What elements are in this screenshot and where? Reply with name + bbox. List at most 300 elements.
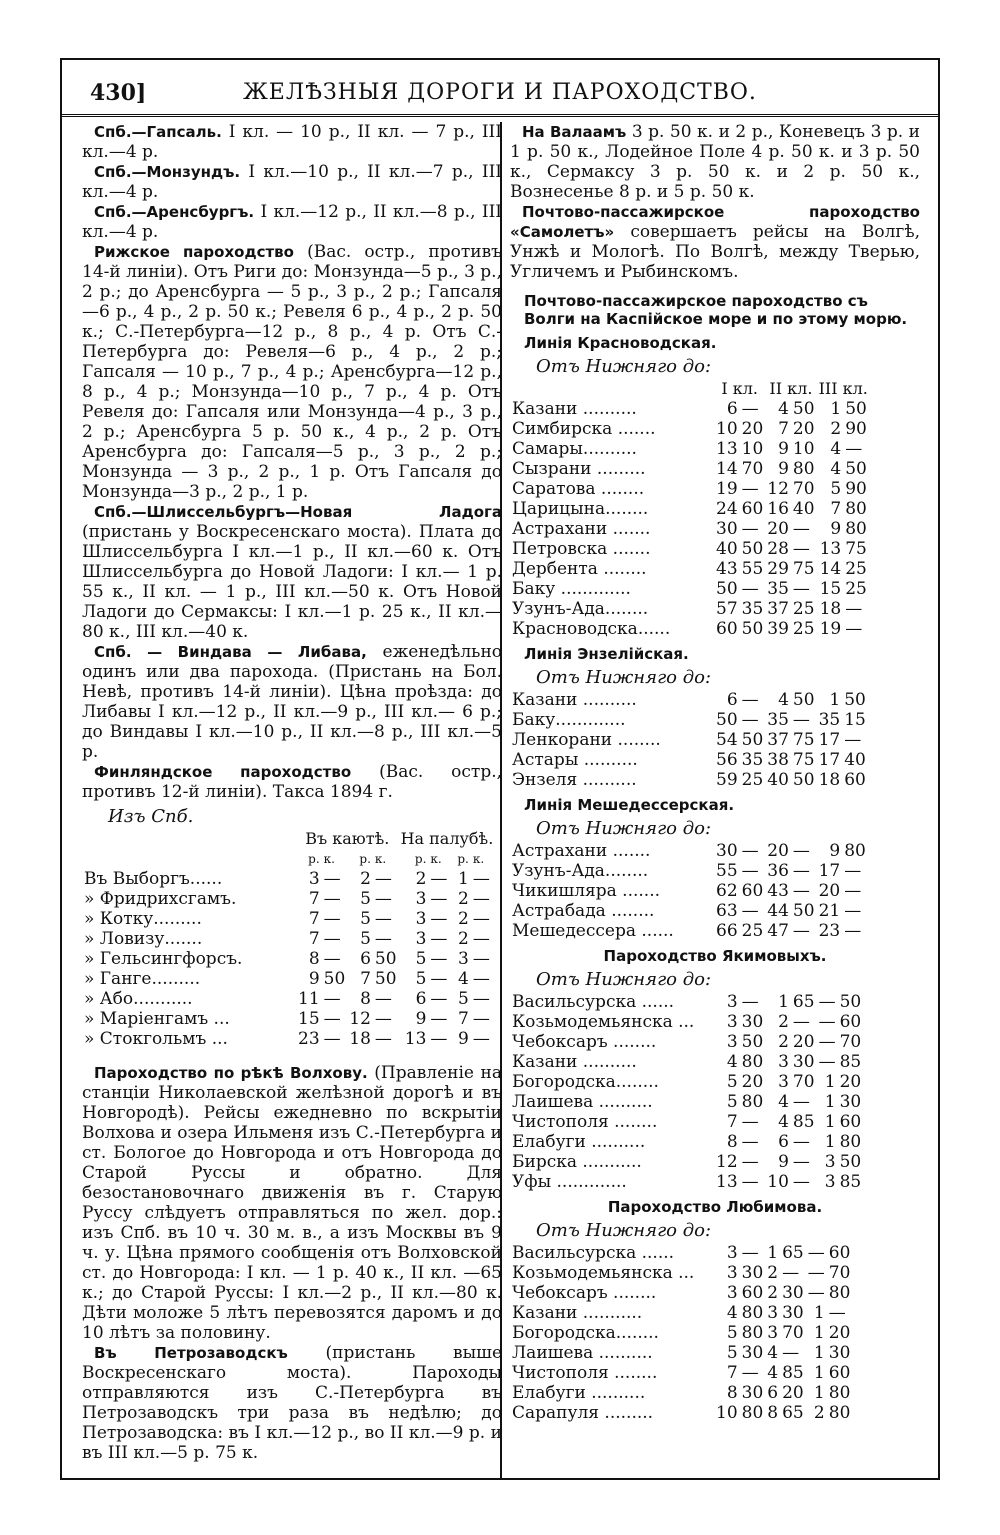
table-row: [510, 1323, 852, 1343]
value-cell: 25: [741, 921, 764, 941]
table-row: [510, 399, 870, 419]
value-cell: 10: [792, 439, 815, 459]
value-cell: 5: [415, 949, 427, 969]
value-cell: 7: [778, 419, 789, 439]
route-heading: Спб. — Виндава — Либава,: [94, 643, 367, 661]
value-cell: —: [818, 1032, 836, 1052]
value-cell: —: [374, 909, 392, 929]
row-label: Казани ...........: [512, 1303, 643, 1323]
value-cell: 7: [360, 969, 371, 989]
table-row: [82, 969, 495, 989]
row-label: Мешедессера ......: [512, 921, 674, 941]
value-cell: —: [472, 989, 490, 1009]
row-label: Самары..........: [512, 439, 637, 459]
value-cell: —: [741, 1243, 759, 1263]
value-cell: 3: [415, 889, 427, 909]
value-cell: —: [844, 901, 862, 921]
row-label: Баку.............: [512, 710, 626, 730]
value-cell: 47: [767, 921, 789, 941]
row-label: Петровска .......: [512, 539, 651, 559]
value-cell: 35: [741, 750, 764, 770]
value-cell: 60: [741, 499, 764, 519]
value-cell: 50: [741, 619, 764, 639]
row-label: » Стокгольмъ ...: [84, 1029, 228, 1049]
value-cell: 25: [792, 599, 815, 619]
value-cell: 50: [323, 969, 346, 989]
table-row: [510, 730, 868, 750]
route-text: еженедѣльно одинъ или два парохода. (Пристань на Бол. Невѣ, противъ 14-й линіи). Цѣна проѣзда: до Либавы I кл.—12 р., II кл.—9 р., III кл.— 6 р.; до Виндавы I кл.—10 р., II кл.—8 р., III кл.—5 р.: [82, 642, 503, 762]
value-cell: 2: [458, 889, 469, 909]
value-cell: 50: [792, 770, 815, 790]
paragraph-petrozavodsk: [82, 1343, 502, 1463]
route-text: I кл. — 10 р., II кл. — 7 р., III кл.—4 р.: [82, 122, 502, 162]
value-cell: —: [472, 949, 490, 969]
value-cell: 30: [716, 519, 738, 539]
value-cell: 30: [741, 1012, 764, 1032]
value-cell: 43: [716, 559, 738, 579]
row-label: Казани ..........: [512, 399, 637, 419]
value-cell: 80: [828, 1383, 851, 1403]
value-cell: 2: [778, 1012, 789, 1032]
value-cell: —: [741, 901, 759, 921]
row-label: Сызрани .........: [512, 459, 646, 479]
row-label: » Або...........: [84, 989, 193, 1009]
value-cell: 50: [844, 690, 866, 710]
table-row: [510, 1403, 852, 1423]
value-cell: 5: [726, 1092, 738, 1112]
value-cell: 12: [716, 1152, 738, 1172]
value-cell: 7: [308, 889, 320, 909]
row-label: Чикишляра .......: [512, 881, 661, 901]
unit-label: к.: [374, 852, 387, 866]
value-cell: —: [792, 519, 810, 539]
krasno-from: Отъ Нижняго до:: [536, 356, 712, 377]
row-label: Лаишева ..........: [512, 1092, 653, 1112]
value-cell: 5: [458, 989, 469, 1009]
value-cell: 9: [308, 969, 320, 989]
value-cell: 75: [845, 539, 867, 559]
row-label: Чебоксаръ ........: [512, 1032, 657, 1052]
table-row: [510, 559, 870, 579]
table-row: [510, 710, 868, 730]
value-cell: 10: [767, 1172, 789, 1192]
value-cell: 90: [845, 479, 867, 499]
class-header: [510, 379, 870, 399]
unit-label: р.: [457, 852, 469, 866]
value-cell: 2: [767, 1263, 779, 1283]
value-cell: 40: [792, 499, 815, 519]
value-cell: —: [430, 969, 448, 989]
row-label: » Маріенгамъ ...: [84, 1009, 230, 1029]
row-label: Астрабада ........: [512, 901, 655, 921]
row-label: Васильсурска ......: [512, 992, 675, 1012]
value-cell: 50: [839, 992, 862, 1012]
table-row: [510, 1363, 852, 1383]
value-cell: 6: [726, 690, 738, 710]
value-cell: 59: [716, 770, 738, 790]
paragraph-monzund: [82, 162, 502, 202]
route-heading: Въ Петрозаводскъ: [94, 1344, 288, 1362]
value-cell: 60: [828, 1363, 851, 1383]
table-row: [510, 599, 870, 619]
value-cell: —: [374, 889, 392, 909]
value-cell: 4: [778, 1092, 789, 1112]
value-cell: 20: [792, 419, 815, 439]
unit-label: к.: [430, 852, 442, 866]
value-cell: 75: [792, 559, 815, 579]
value-cell: 1: [824, 1072, 836, 1092]
route-text: (Правленіе на станціи Николаевской желѣзной дорогѣ и въ Новгородѣ). Рейсы ежедневно по вскрытіи Волхова и озера Ильменя изъ С.-Петербурга и ст. Бологое до Новгорода и отъ Новгорода до Старой Руссы и обратно. Для безостановочнаго движенія въ г. Старую Руссу слѣдуетъ отправляться по жел. дор.: изъ Спб. въ 10 ч. 30 м. в., а изъ Москвы въ 9 ч. у. Цѣна прямого сообщенія отъ Волховской ст. до Новгорода: I кл. — 1 р. 40 к., II кл. —65 к.; до Старой Руссы: I кл.—2 р., II кл.—80 к. Дѣти моложе 5 лѣтъ перевозятся даромъ и до 10 лѣтъ за половину.: [82, 1063, 502, 1343]
row-label: Въ Выборгъ......: [84, 869, 223, 889]
value-cell: 6: [415, 989, 427, 1009]
row-label: Узунъ-Ада........: [512, 861, 649, 881]
value-cell: 19: [819, 619, 842, 639]
value-cell: 4: [458, 969, 469, 989]
value-cell: —: [430, 989, 448, 1009]
value-cell: 17: [818, 861, 841, 881]
table-row: [82, 909, 495, 929]
paragraph-riga: [82, 242, 502, 502]
table-row: [510, 1072, 863, 1092]
value-cell: —: [741, 841, 759, 861]
row-label: Елабуги ..........: [512, 1132, 646, 1152]
value-cell: 18: [819, 599, 842, 619]
value-cell: 1: [813, 1323, 825, 1343]
value-cell: 70: [792, 1072, 815, 1092]
value-cell: 30: [782, 1303, 804, 1323]
value-cell: 4: [767, 1343, 779, 1363]
value-cell: 4: [726, 1303, 738, 1323]
value-cell: 39: [767, 619, 789, 639]
value-cell: 60: [716, 619, 738, 639]
value-cell: 2: [813, 1403, 825, 1423]
value-cell: 37: [767, 730, 789, 750]
enzeli-title: Линія Энзелійская.: [524, 645, 689, 663]
row-label: Астрахани .......: [512, 841, 651, 861]
value-cell: —: [845, 619, 863, 639]
table-row: [510, 419, 870, 439]
value-cell: —: [792, 710, 810, 730]
value-cell: 43: [767, 881, 789, 901]
value-cell: 75: [792, 750, 815, 770]
value-cell: 2: [778, 1032, 789, 1052]
value-cell: —: [472, 1009, 490, 1029]
route-text: совершаетъ рейсы на Волгѣ, Унжѣ и Мологѣ. По Волгѣ, между Тверью, Угличемъ и Рыбинскомъ.: [510, 222, 920, 282]
route-heading: Спб.—Гапсаль.: [94, 123, 222, 141]
value-cell: —: [792, 1132, 810, 1152]
value-cell: —: [430, 889, 448, 909]
value-cell: 3: [726, 1263, 738, 1283]
value-cell: —: [323, 949, 341, 969]
finland-table: [82, 829, 495, 1049]
value-cell: —: [741, 1132, 759, 1152]
value-cell: 21: [818, 901, 841, 921]
value-cell: —: [374, 1029, 392, 1049]
table-row: [510, 1172, 863, 1192]
table-row: [510, 921, 868, 941]
value-cell: 2: [360, 869, 371, 889]
value-cell: 80: [839, 1132, 862, 1152]
value-cell: 1: [824, 1112, 836, 1132]
unit-label: р.: [359, 852, 371, 866]
table-row: [510, 579, 870, 599]
value-cell: —: [430, 869, 448, 889]
value-cell: 70: [782, 1323, 804, 1343]
value-cell: —: [472, 889, 490, 909]
table-row: [510, 619, 870, 639]
value-cell: —: [818, 992, 836, 1012]
value-cell: —: [430, 929, 448, 949]
value-cell: 40: [716, 539, 738, 559]
columns: [62, 122, 938, 1478]
value-cell: 7: [830, 499, 842, 519]
finland-from: Изъ Спб.: [108, 806, 194, 827]
value-cell: 65: [792, 992, 815, 1012]
value-cell: 5: [360, 909, 371, 929]
row-label: Сарапуля .........: [512, 1403, 654, 1423]
row-label: Астары ..........: [512, 750, 638, 770]
value-cell: 1: [458, 869, 469, 889]
enzeli-from: Отъ Нижняго до:: [536, 667, 712, 688]
value-cell: 28: [767, 539, 789, 559]
value-cell: —: [844, 881, 862, 901]
value-cell: —: [472, 909, 490, 929]
table-row: [510, 1263, 852, 1283]
value-cell: 63: [716, 901, 738, 921]
paragraph-gapsal: [82, 122, 502, 162]
table-row: [82, 929, 495, 949]
page-number: 430]: [90, 80, 147, 106]
value-cell: 50: [374, 949, 397, 969]
value-cell: —: [792, 539, 810, 559]
value-cell: 35: [741, 599, 764, 619]
lubim-table: [510, 1243, 852, 1423]
table-row: [510, 750, 868, 770]
value-cell: 3: [824, 1172, 836, 1192]
table-row: [82, 1009, 495, 1029]
paragraph-shlisselburg: [82, 502, 502, 642]
value-cell: 14: [716, 459, 738, 479]
table-row: [510, 499, 870, 519]
value-cell: 6: [767, 1383, 779, 1403]
left-column: [82, 122, 502, 1463]
value-cell: 1: [778, 992, 789, 1012]
value-cell: 54: [716, 730, 738, 750]
table-row: [510, 861, 868, 881]
row-label: » Ловизу.......: [84, 929, 203, 949]
value-cell: 3: [767, 1303, 779, 1323]
value-cell: —: [374, 1009, 392, 1029]
value-cell: 50: [741, 1032, 764, 1052]
value-cell: —: [828, 1303, 846, 1323]
value-cell: —: [782, 1343, 800, 1363]
value-cell: —: [792, 579, 810, 599]
row-label: Саратова ........: [512, 479, 645, 499]
value-cell: —: [807, 1263, 825, 1283]
table-row: [510, 901, 868, 921]
route-heading: Спб.—Шлиссельбургъ—Новая Ладога: [94, 503, 502, 521]
value-cell: 3: [415, 929, 427, 949]
value-cell: 25: [845, 579, 867, 599]
lubim-rows: [510, 1243, 852, 1423]
row-label: Бирска ...........: [512, 1152, 642, 1172]
value-cell: 3: [308, 869, 320, 889]
route-heading: Спб.—Аренсбургъ.: [94, 203, 255, 221]
value-cell: 90: [845, 419, 867, 439]
value-cell: 1: [824, 1092, 836, 1112]
value-cell: 35: [818, 710, 841, 730]
value-cell: 35: [767, 579, 789, 599]
value-cell: 9: [778, 1152, 789, 1172]
value-cell: 8: [308, 949, 320, 969]
row-label: Уфы .............: [512, 1172, 627, 1192]
value-cell: 13: [819, 539, 842, 559]
mesh-title: Линія Мешедессерская.: [524, 796, 735, 814]
value-cell: —: [741, 1112, 759, 1132]
value-cell: 80: [844, 841, 866, 861]
route-text: (Вас. остр., противъ 12-й линіи). Такса 1894 г.: [82, 762, 503, 802]
value-cell: —: [792, 881, 810, 901]
header-cabin: Въ каютѣ.: [305, 829, 390, 848]
value-cell: —: [323, 1009, 341, 1029]
table-row: [510, 539, 870, 559]
row-label: Красноводска......: [512, 619, 671, 639]
value-cell: 15: [819, 579, 842, 599]
value-cell: 17: [818, 750, 841, 770]
value-cell: 10: [716, 1403, 738, 1423]
value-cell: 80: [741, 1052, 764, 1072]
value-cell: —: [472, 969, 490, 989]
table-row: [510, 881, 868, 901]
value-cell: —: [741, 479, 759, 499]
value-cell: 60: [839, 1012, 862, 1032]
value-cell: 44: [767, 901, 789, 921]
value-cell: 10: [716, 419, 738, 439]
value-cell: —: [323, 989, 341, 1009]
value-cell: 11: [298, 989, 320, 1009]
value-cell: 7: [726, 1363, 738, 1383]
value-cell: 38: [767, 750, 789, 770]
class-1-label: I кл.: [721, 379, 758, 398]
value-cell: —: [323, 869, 341, 889]
route-text: I кл.—12 р., II кл.—8 р., III кл.—4 р.: [82, 202, 503, 242]
value-cell: —: [472, 929, 490, 949]
finland-header: [82, 829, 495, 849]
value-cell: 5: [415, 969, 427, 989]
table-row: [510, 439, 870, 459]
page-frame: [60, 58, 940, 1480]
value-cell: 70: [828, 1263, 851, 1283]
value-cell: 2: [458, 929, 469, 949]
value-cell: 16: [767, 499, 789, 519]
value-cell: —: [741, 690, 759, 710]
row-label: Чебоксаръ ........: [512, 1283, 657, 1303]
table-row: [510, 1303, 852, 1323]
value-cell: —: [792, 1012, 810, 1032]
value-cell: 30: [741, 1383, 764, 1403]
value-cell: 1: [824, 1132, 836, 1152]
value-cell: —: [741, 519, 759, 539]
value-cell: —: [430, 1009, 448, 1029]
value-cell: 13: [716, 1172, 738, 1192]
value-cell: 18: [818, 770, 841, 790]
value-cell: 50: [792, 690, 815, 710]
table-row: [510, 841, 868, 861]
value-cell: 9: [830, 519, 842, 539]
value-cell: 65: [782, 1403, 804, 1423]
value-cell: 80: [792, 459, 815, 479]
value-cell: 3: [824, 1152, 836, 1172]
row-label: Богородска........: [512, 1072, 659, 1092]
route-heading: На Валаамъ: [522, 123, 627, 141]
value-cell: 65: [782, 1243, 804, 1263]
value-cell: —: [845, 439, 863, 459]
value-cell: —: [782, 1263, 800, 1283]
page-title: ЖЕЛѢЗНЫЯ ДОРОГИ И ПАРОХОДСТВО.: [243, 80, 757, 105]
value-cell: —: [818, 1052, 836, 1072]
value-cell: 55: [741, 559, 764, 579]
value-cell: 30: [839, 1092, 862, 1112]
value-cell: 70: [792, 479, 815, 499]
value-cell: 4: [778, 1112, 789, 1132]
value-cell: 70: [839, 1032, 862, 1052]
class-2-label: II кл.: [769, 379, 813, 398]
value-cell: 20: [741, 419, 764, 439]
value-cell: 2: [458, 909, 469, 929]
right-column: [500, 122, 920, 1478]
value-cell: 7: [726, 1112, 738, 1132]
row-label: Васильсурска ......: [512, 1243, 675, 1263]
value-cell: 5: [830, 479, 842, 499]
value-cell: 8: [360, 989, 371, 1009]
paragraph-arensburg: [82, 202, 502, 242]
value-cell: 15: [844, 710, 866, 730]
value-cell: 85: [782, 1363, 804, 1383]
value-cell: —: [472, 1029, 490, 1049]
value-cell: 12: [767, 479, 789, 499]
row-label: Дербента ........: [512, 559, 647, 579]
row-label: » Котку.........: [84, 909, 202, 929]
table-row: [510, 992, 863, 1012]
table-row: [82, 869, 495, 889]
row-label: Симбирска .......: [512, 419, 656, 439]
value-cell: —: [430, 949, 448, 969]
value-cell: 50: [792, 399, 815, 419]
table-row: [510, 1112, 863, 1132]
unit-label: р.: [414, 852, 427, 866]
route-text: (Вас. остр., противъ 14-й линіи). Отъ Риги до: Монзунда—5 р., 3 р., 2 р.; до Аренсбурга — 5 р., 3 р., 2 р.; Гапсаля—6 р., 4 р., 2 р. 50 к.; Ревеля 6 р., 4 р., 2 р. 50 к.; С.-Петербурга—12 р., 8 р., 4 р. Отъ С.-Петербурга до: Ревеля—6 р., 4 р., 2 р.; Гапсаля — 10 р., 7 р., 4 р.; Аренсбурга—12 р., 8 р., 4 р.; Монзунда—10 р., 7 р., 4 р. Отъ Ревеля до: Гапсаля или Монзунда—4 р., 3 р., 2 р.; Аренсбурга 5 р. 50 к., 4 р., 2 р. Отъ Аренсбурга до: Гапсаля—5 р., 3 р., 2 р.; Монзунда — 3 р., 2 р., 1 р. Отъ Гапсаля до Монзунда—3 р., 2 р., 1 р.: [82, 242, 502, 502]
value-cell: 60: [741, 881, 764, 901]
value-cell: 60: [828, 1243, 851, 1263]
value-cell: 24: [716, 499, 738, 519]
route-heading: Пароходство по рѣкѣ Волхову.: [94, 1064, 368, 1082]
value-cell: 5: [726, 1343, 738, 1363]
value-cell: —: [430, 1029, 448, 1049]
route-text: I кл.—10 р., II кл.—7 р., III кл.—4 р.: [82, 162, 503, 202]
header-deck: На палубѣ.: [400, 829, 494, 848]
value-cell: 4: [767, 1363, 779, 1383]
value-cell: 14: [819, 559, 842, 579]
row-label: Богородска........: [512, 1323, 659, 1343]
value-cell: 20: [767, 519, 789, 539]
value-cell: 80: [741, 1403, 764, 1423]
value-cell: 4: [726, 1052, 738, 1072]
value-cell: 56: [716, 750, 738, 770]
route-heading: Почтово-пассажирское пароходство «Самолетъ»: [510, 203, 920, 241]
value-cell: 62: [716, 881, 738, 901]
table-row: [510, 1132, 863, 1152]
table-row: [510, 1032, 863, 1052]
